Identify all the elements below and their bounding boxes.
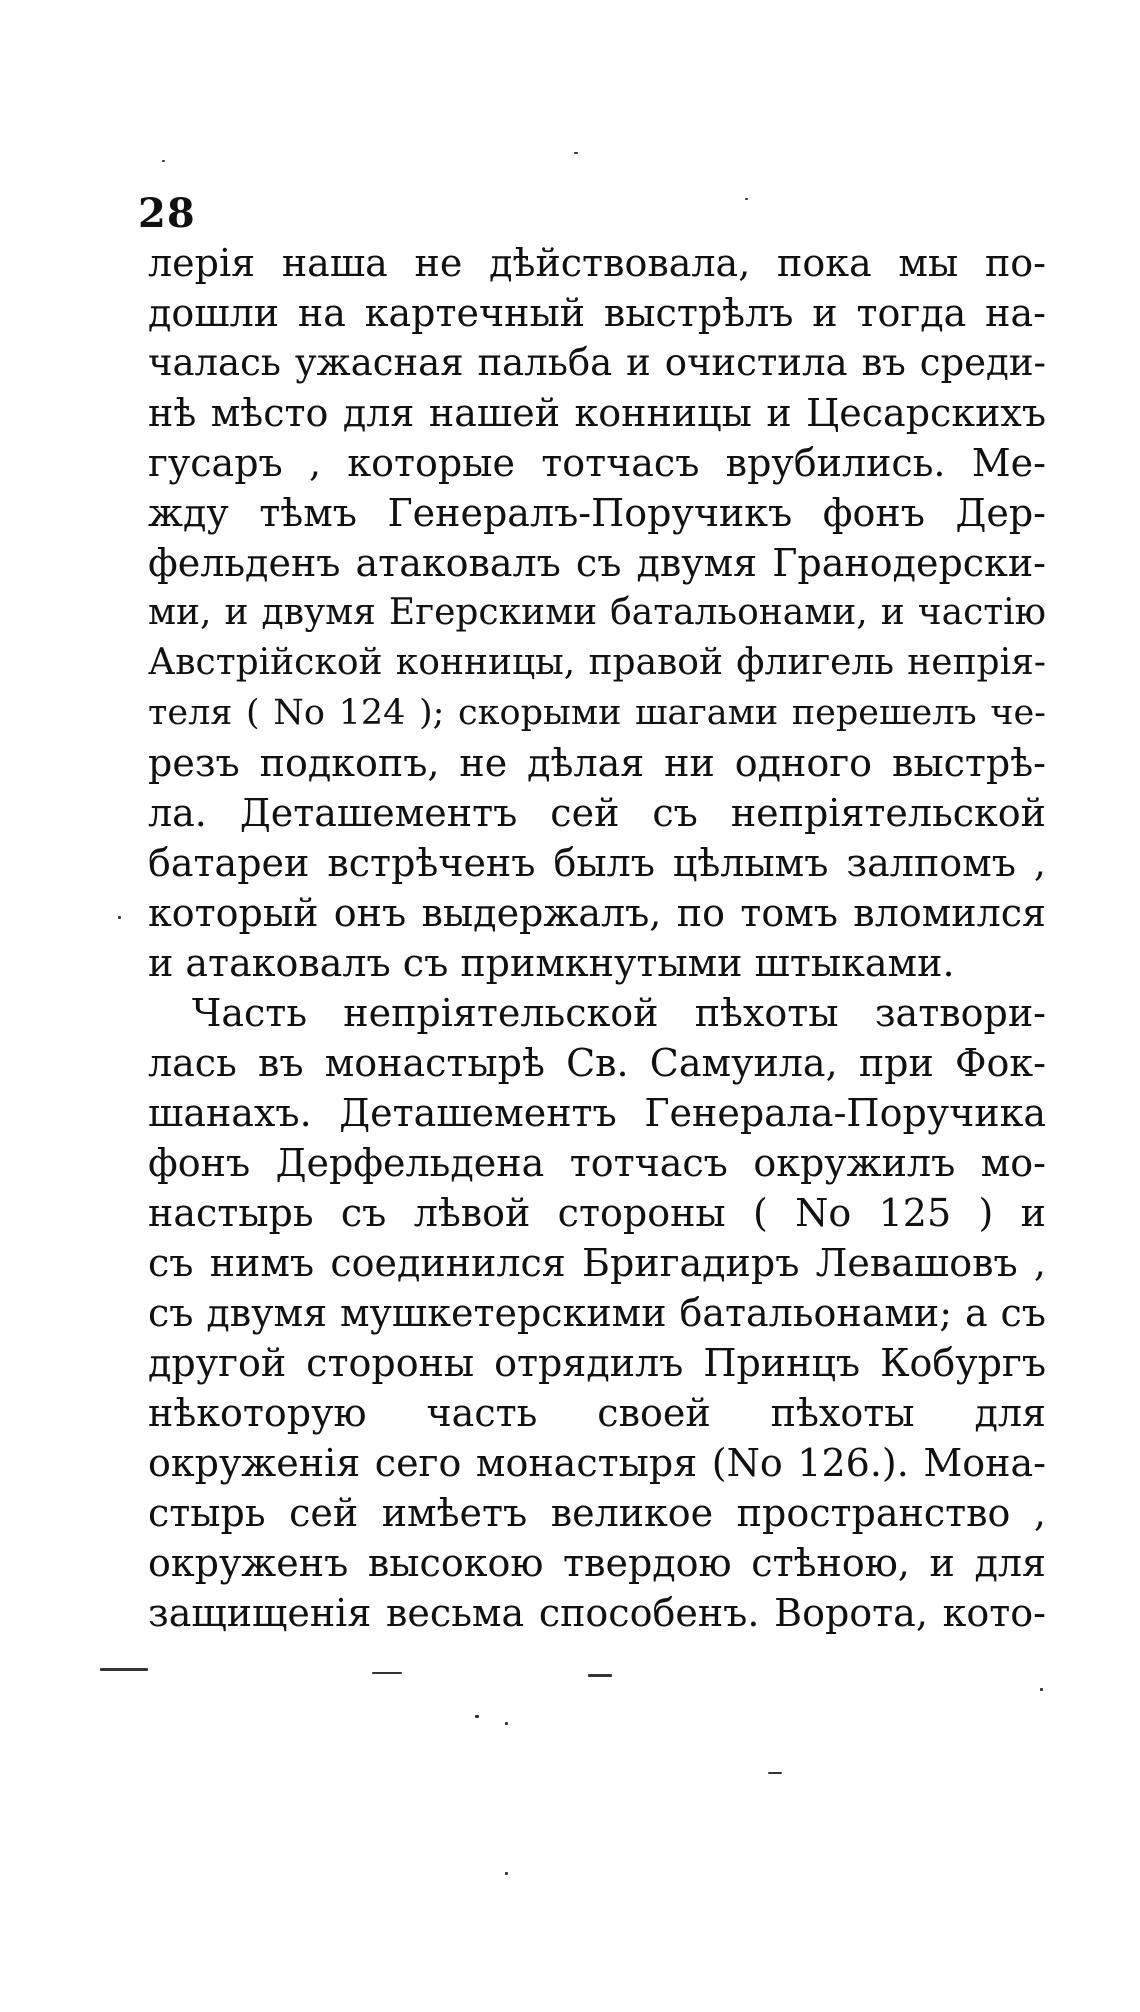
text-line: нѣ мѣсто для нашей конницы и Цесарскихъ — [148, 391, 1046, 435]
text-line: гусаръ , которые тотчасъ врубились. Ме- — [148, 441, 1046, 485]
text-line: теля ( No 124 ); скорыми шагами перешелъ че- — [148, 693, 1046, 733]
text-line: стырь сей имѣетъ великое пространство , — [148, 1491, 1046, 1535]
scan-speck — [505, 1722, 508, 1725]
text-line: чалась ужасная пальба и очистила въ среди- — [148, 341, 1046, 384]
text-line: другой стороны отрядилъ Принцъ Кобургъ — [148, 1341, 1046, 1385]
text-line: лерія наша не дѣйствовала, пока мы по- — [148, 241, 1046, 285]
scan-speck — [100, 1668, 148, 1671]
text-line: ла. Деташементъ сей съ непріятельской — [148, 791, 1046, 835]
text-line: который онъ выдержалъ, по томъ вломился — [148, 891, 1046, 935]
text-line: нѣкоторую часть своей пѣхоты для — [148, 1391, 1046, 1435]
scan-speck — [574, 152, 578, 154]
scan-speck — [768, 1772, 782, 1774]
scan-speck — [588, 1674, 612, 1677]
text-line: Часть непріятельской пѣхоты затвори- — [192, 991, 1046, 1035]
text-line: дошли на картечный выстрѣлъ и тогда на- — [148, 291, 1046, 335]
text-line: и атаковалъ съ примкнутыми штыками. — [148, 941, 955, 985]
text-line: ми, и двумя Егерскими батальонами, и частію — [148, 592, 1046, 633]
text-line: лась въ монастырѣ Св. Самуила, при Фок- — [148, 1041, 1046, 1085]
text-line: съ нимъ соединился Бригадиръ Левашовъ , — [148, 1241, 1046, 1285]
text-line: съ двумя мушкетерскими батальонами; а съ — [148, 1291, 1046, 1335]
page-number: 28 — [138, 190, 196, 237]
scan-speck — [1040, 1688, 1043, 1691]
text-line: жду тѣмъ Генералъ-Поручикъ фонъ Дер- — [148, 491, 1046, 535]
scan-speck — [505, 1872, 508, 1875]
scan-speck — [372, 1672, 402, 1674]
body-text — [148, 238, 1046, 1638]
text-line: окруженія сего монастыря (No 126.). Мона- — [148, 1441, 1046, 1485]
text-line: настырь съ лѣвой стороны ( No 125 ) и — [148, 1191, 1046, 1235]
text-line: окруженъ высокою твердою стѣною, и для — [148, 1541, 1046, 1585]
scan-speck — [475, 1715, 479, 1718]
text-line: Австрійской конницы, правой флигель непрія- — [148, 642, 1046, 683]
scan-speck — [745, 198, 748, 200]
text-line: фельденъ атаковалъ съ двумя Гранодерски- — [148, 541, 1046, 585]
text-line: батареи встрѣченъ былъ цѣлымъ залпомъ , — [148, 841, 1046, 885]
text-line: фонъ Дерфельдена тотчасъ окружилъ мо- — [148, 1141, 1046, 1185]
text-line: шанахъ. Деташементъ Генерала-Поручика — [148, 1091, 1046, 1135]
text-line: защищенія весьма способенъ. Ворота, кото- — [148, 1591, 1046, 1635]
scan-speck — [118, 916, 121, 919]
scan-speck — [162, 160, 165, 162]
text-line: резъ подкопъ, не дѣлая ни одного выстрѣ- — [148, 741, 1046, 785]
